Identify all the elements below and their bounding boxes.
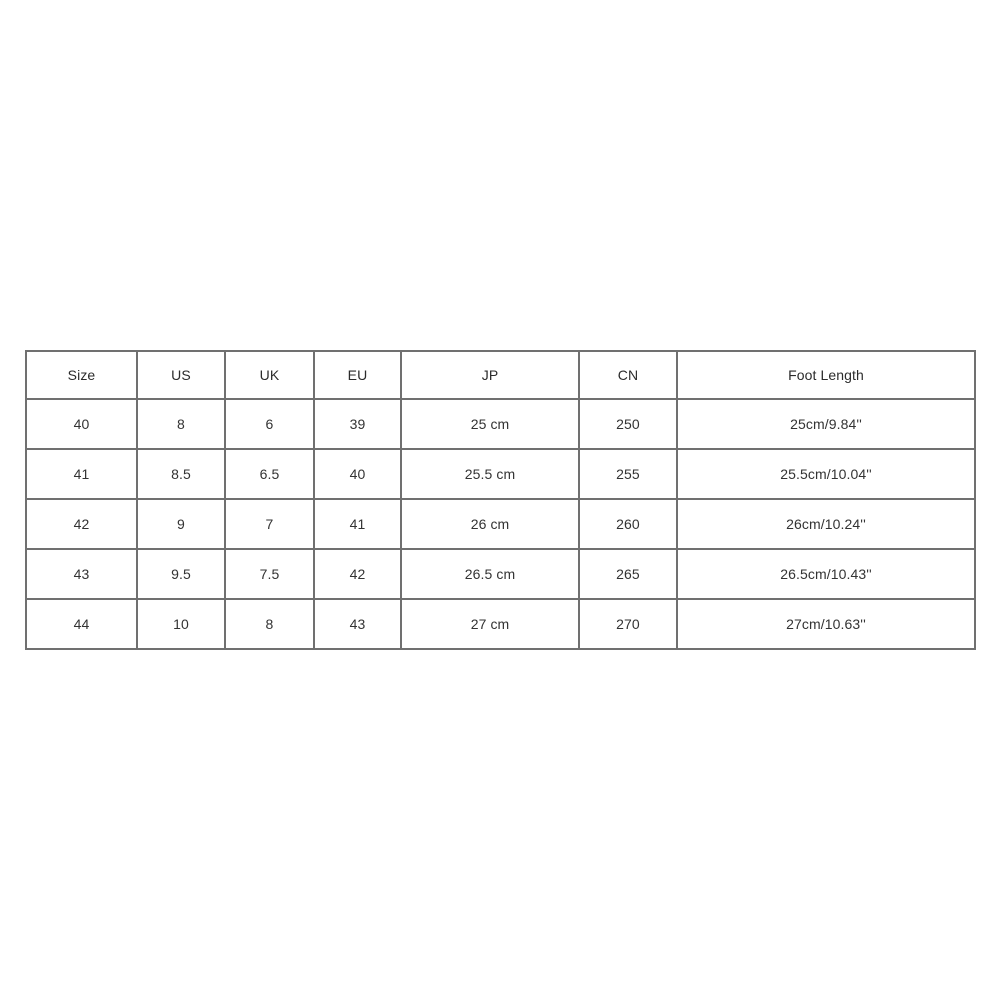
cell-eu: 43 <box>314 599 401 649</box>
cell-jp: 27 cm <box>401 599 579 649</box>
cell-uk: 6.5 <box>225 449 314 499</box>
cell-jp: 25 cm <box>401 399 579 449</box>
cell-cn: 265 <box>579 549 677 599</box>
cell-size: 40 <box>26 399 137 449</box>
cell-us: 9 <box>137 499 225 549</box>
cell-foot-length: 26.5cm/10.43'' <box>677 549 975 599</box>
size-chart-table <box>25 350 976 650</box>
cell-jp: 25.5 cm <box>401 449 579 499</box>
cell-size: 41 <box>26 449 137 499</box>
table-row <box>26 499 975 549</box>
cell-eu: 42 <box>314 549 401 599</box>
cell-us: 9.5 <box>137 549 225 599</box>
cell-cn: 255 <box>579 449 677 499</box>
table-header-row <box>26 351 975 399</box>
header-size: Size <box>26 351 137 399</box>
table-row <box>26 549 975 599</box>
table-row <box>26 399 975 449</box>
header-jp: JP <box>401 351 579 399</box>
cell-eu: 41 <box>314 499 401 549</box>
cell-uk: 8 <box>225 599 314 649</box>
cell-foot-length: 26cm/10.24'' <box>677 499 975 549</box>
cell-size: 44 <box>26 599 137 649</box>
header-us: US <box>137 351 225 399</box>
cell-eu: 40 <box>314 449 401 499</box>
cell-size: 42 <box>26 499 137 549</box>
cell-eu: 39 <box>314 399 401 449</box>
cell-uk: 7.5 <box>225 549 314 599</box>
cell-uk: 6 <box>225 399 314 449</box>
table-row <box>26 599 975 649</box>
header-uk: UK <box>225 351 314 399</box>
header-cn: CN <box>579 351 677 399</box>
cell-foot-length: 25.5cm/10.04'' <box>677 449 975 499</box>
cell-foot-length: 27cm/10.63'' <box>677 599 975 649</box>
table-row <box>26 449 975 499</box>
cell-us: 8 <box>137 399 225 449</box>
cell-jp: 26 cm <box>401 499 579 549</box>
cell-size: 43 <box>26 549 137 599</box>
cell-cn: 250 <box>579 399 677 449</box>
header-foot-length: Foot Length <box>677 351 975 399</box>
cell-us: 10 <box>137 599 225 649</box>
cell-cn: 260 <box>579 499 677 549</box>
cell-uk: 7 <box>225 499 314 549</box>
cell-us: 8.5 <box>137 449 225 499</box>
cell-jp: 26.5 cm <box>401 549 579 599</box>
cell-cn: 270 <box>579 599 677 649</box>
header-eu: EU <box>314 351 401 399</box>
cell-foot-length: 25cm/9.84'' <box>677 399 975 449</box>
